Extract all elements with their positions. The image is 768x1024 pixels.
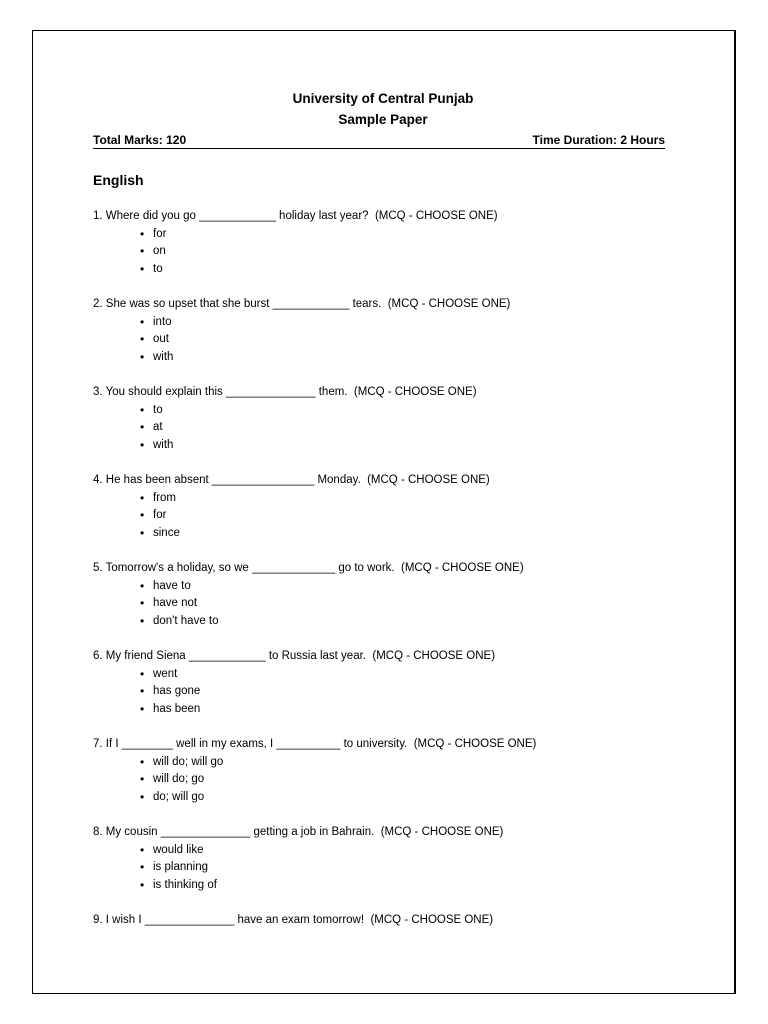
option-list	[93, 666, 665, 719]
option-item: • is thinking of	[93, 877, 665, 895]
option-item: • with	[93, 349, 665, 367]
question-7	[93, 736, 665, 806]
option-item: • with	[93, 437, 665, 455]
option-item: • would like	[93, 842, 665, 860]
option-item: • has been	[93, 701, 665, 719]
option-list	[93, 754, 665, 807]
option-item: • will do; go	[93, 771, 665, 789]
section-title: English	[93, 172, 144, 188]
option-item: • have not	[93, 595, 665, 613]
option-item: • into	[93, 314, 665, 332]
document-content	[93, 88, 665, 948]
option-item: • since	[93, 525, 665, 543]
question-2	[93, 296, 665, 366]
option-item: • from	[93, 490, 665, 508]
institution-title: University of Central Punjab	[292, 91, 474, 106]
question-9	[93, 912, 665, 930]
question-list	[93, 208, 665, 930]
question-text: 9. I wish I ______________ have an exam tomorrow! (MCQ - CHOOSE ONE)	[93, 914, 494, 926]
option-list	[93, 314, 665, 367]
option-item: • went	[93, 666, 665, 684]
question-text: 4. He has been absent ________________ Monday. (MCQ - CHOOSE ONE)	[93, 474, 490, 486]
question-text: 3. You should explain this ______________ them. (MCQ - CHOOSE ONE)	[93, 386, 477, 398]
option-item: • will do; will go	[93, 754, 665, 772]
option-item: • on	[93, 243, 665, 261]
question-8	[93, 824, 665, 894]
question-3	[93, 384, 665, 454]
option-list	[93, 226, 665, 279]
question-text: 6. My friend Siena ____________ to Russia last year. (MCQ - CHOOSE ONE)	[93, 650, 496, 662]
option-item: • has gone	[93, 683, 665, 701]
option-item: • to	[93, 402, 665, 420]
question-5	[93, 560, 665, 630]
time-duration: Time Duration: 2 Hours	[532, 133, 665, 147]
option-item: • do; will go	[93, 789, 665, 807]
option-list	[93, 490, 665, 543]
question-1	[93, 208, 665, 278]
option-item: • to	[93, 261, 665, 279]
option-item: • don't have to	[93, 613, 665, 631]
question-4	[93, 472, 665, 542]
option-item: • for	[93, 226, 665, 244]
option-item: • out	[93, 331, 665, 349]
total-marks: Total Marks: 120	[93, 133, 187, 147]
option-item: • for	[93, 507, 665, 525]
question-text: 1. Where did you go ____________ holiday last year? (MCQ - CHOOSE ONE)	[93, 210, 498, 222]
option-item: • is planning	[93, 859, 665, 877]
option-item: • at	[93, 419, 665, 437]
paper-title: Sample Paper	[338, 112, 428, 127]
question-text: 5. Tomorrow's a holiday, so we _____________ go to work. (MCQ - CHOOSE ONE)	[93, 562, 524, 574]
question-text: 7. If I ________ well in my exams, I __________ to university. (MCQ - CHOOSE ONE)	[93, 738, 537, 750]
exam-info-row	[93, 133, 665, 149]
option-item: • have to	[93, 578, 665, 596]
option-list	[93, 842, 665, 895]
question-6	[93, 648, 665, 718]
question-text: 8. My cousin ______________ getting a job in Bahrain. (MCQ - CHOOSE ONE)	[93, 826, 504, 838]
question-text: 2. She was so upset that she burst ____________ tears. (MCQ - CHOOSE ONE)	[93, 298, 511, 310]
option-list	[93, 402, 665, 455]
option-list	[93, 578, 665, 631]
